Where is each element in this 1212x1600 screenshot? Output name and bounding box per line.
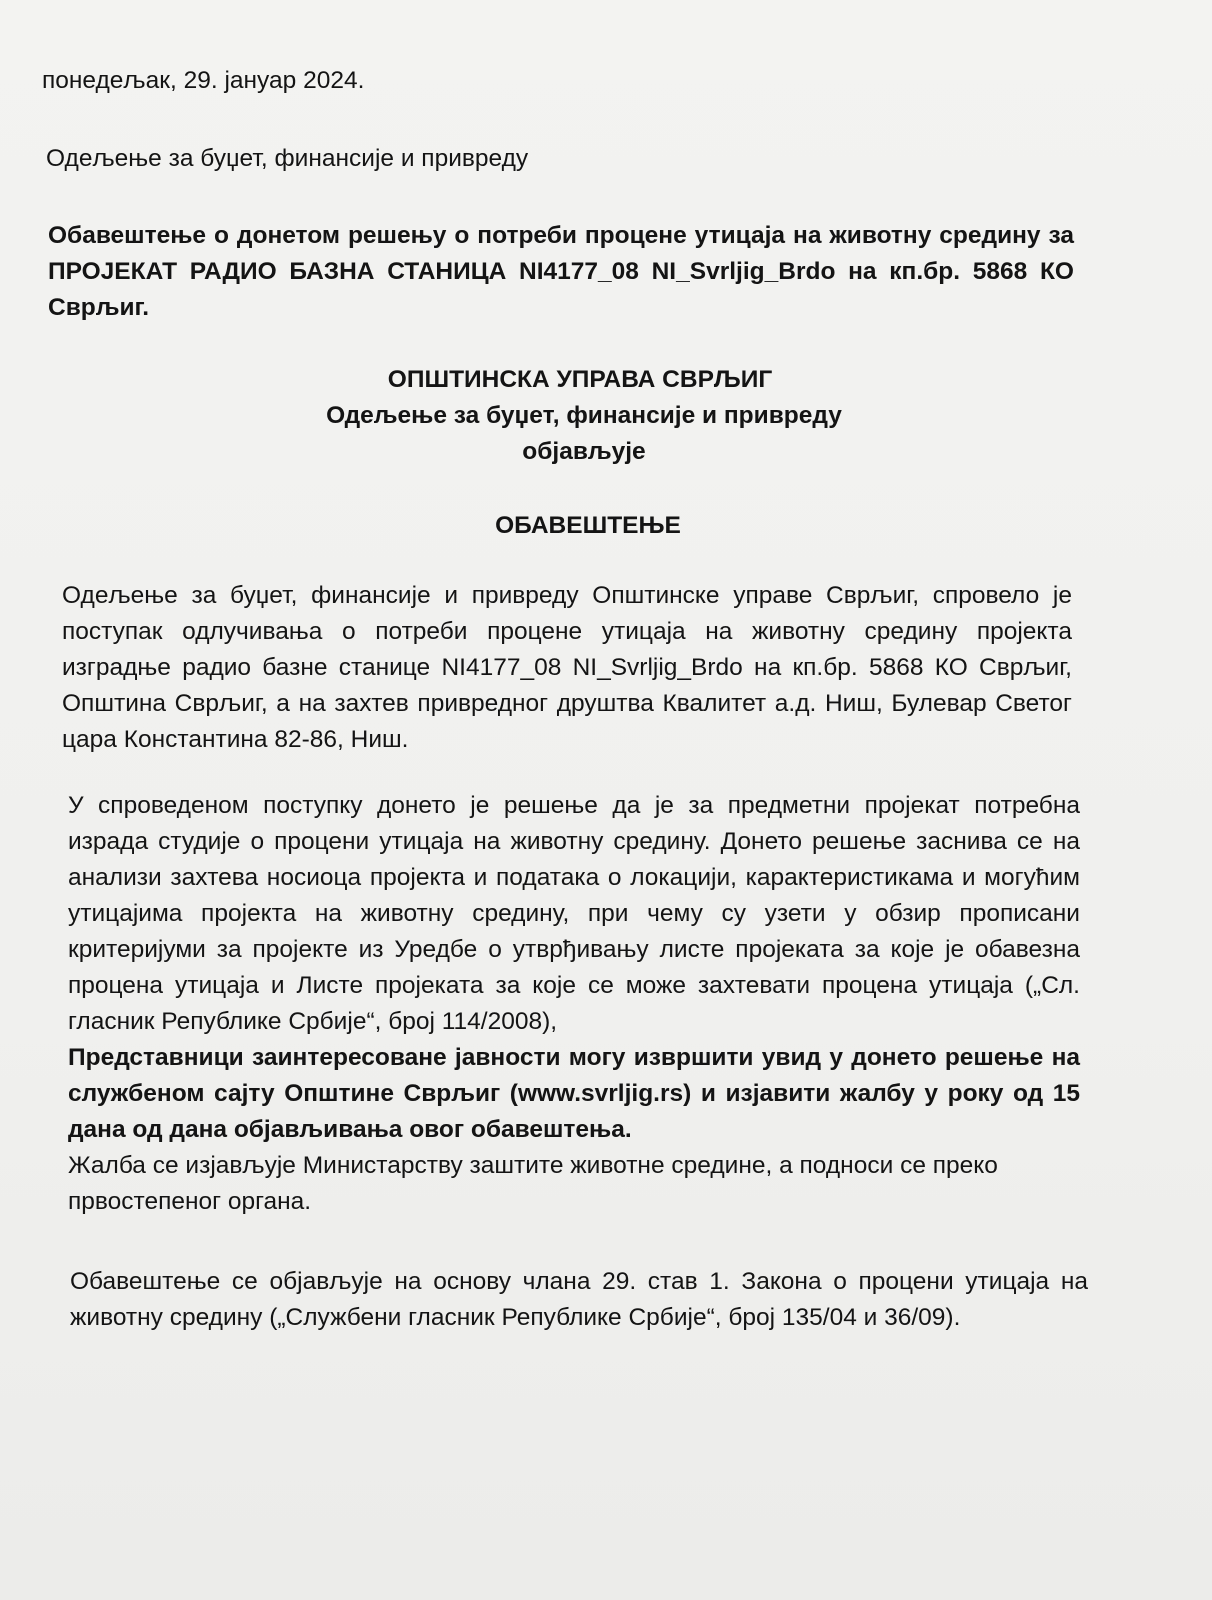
paragraph-legal-basis: Обавештење се објављује на основу члана 29. став 1. Закона о процени утицаја на животну средину („Службени гласник Републике Србије“, број 135/04 и 36/09).: [70, 1268, 1088, 1331]
department-header: Одељење за буџет, финансије и привреду: [46, 145, 529, 172]
paragraph-decision: [68, 788, 1080, 1220]
issuer-action: објављује: [522, 438, 646, 465]
decision-text: У спроведеном поступку донето је решење да је за предметни пројекат потребна израда студије о процени утицаја на животну средину. Донето решење заснива се на анализи захтева носиоца пројекта и података о локацији, карактеристикама и могућим утицајима пројекта на животну средину, при чему су узети у обзир прописани критеријуми за пројекте из Уредбе о утврђивању листе пројеката за које је обавезна процена утицаја и Листе пројеката за које се може захтевати процена утицаја („Сл. гласник Републике Србије“, број 114/2008),: [68, 792, 1080, 1035]
document-date: понедељак, 29. јануар 2024.: [42, 67, 365, 94]
public-inspection-text: Представници заинтересоване јавности могу извршити увид у донето решење на службеном сајту Општине Сврљиг (www.svrljig.rs) и изјавити жалбу у року од 15 дана од дана објављивања овог обавештења.: [68, 1044, 1080, 1143]
issuer-department: Одељење за буџет, финансије и привреду: [326, 402, 842, 429]
paragraph-procedure: Одељење за буџет, финансије и привреду Општинске управе Сврљиг, спровело је поступак одлучивања о потреби процене утицаја на животну средину пројекта изградње радио базне станице NI4177_08 NI_Svrljig_Brdo на кп.бр. 5868 КО Сврљиг, Општина Сврљиг, а на захтев привредног друштва Квалитет а.д. Ниш, Булевар Светог цара Константина 82-86, Ниш.: [62, 582, 1072, 753]
subject-title: Обавештење о донетом решењу о потреби процене утицаја на животну средину за ПРОЈЕКАТ РАДИО БАЗНА СТАНИЦА NI4177_08 NI_Svrljig_Brdo на кп.бр. 5868 КО Сврљиг.: [48, 222, 1074, 321]
notice-heading: ОБАВЕШТЕЊЕ: [495, 512, 681, 539]
appeal-text: Жалба се изјављује Министарству заштите животне средине, а подноси се преко првостепеног органа.: [68, 1152, 998, 1215]
issuer-name: ОПШТИНСКА УПРАВА СВРЉИГ: [387, 366, 773, 393]
